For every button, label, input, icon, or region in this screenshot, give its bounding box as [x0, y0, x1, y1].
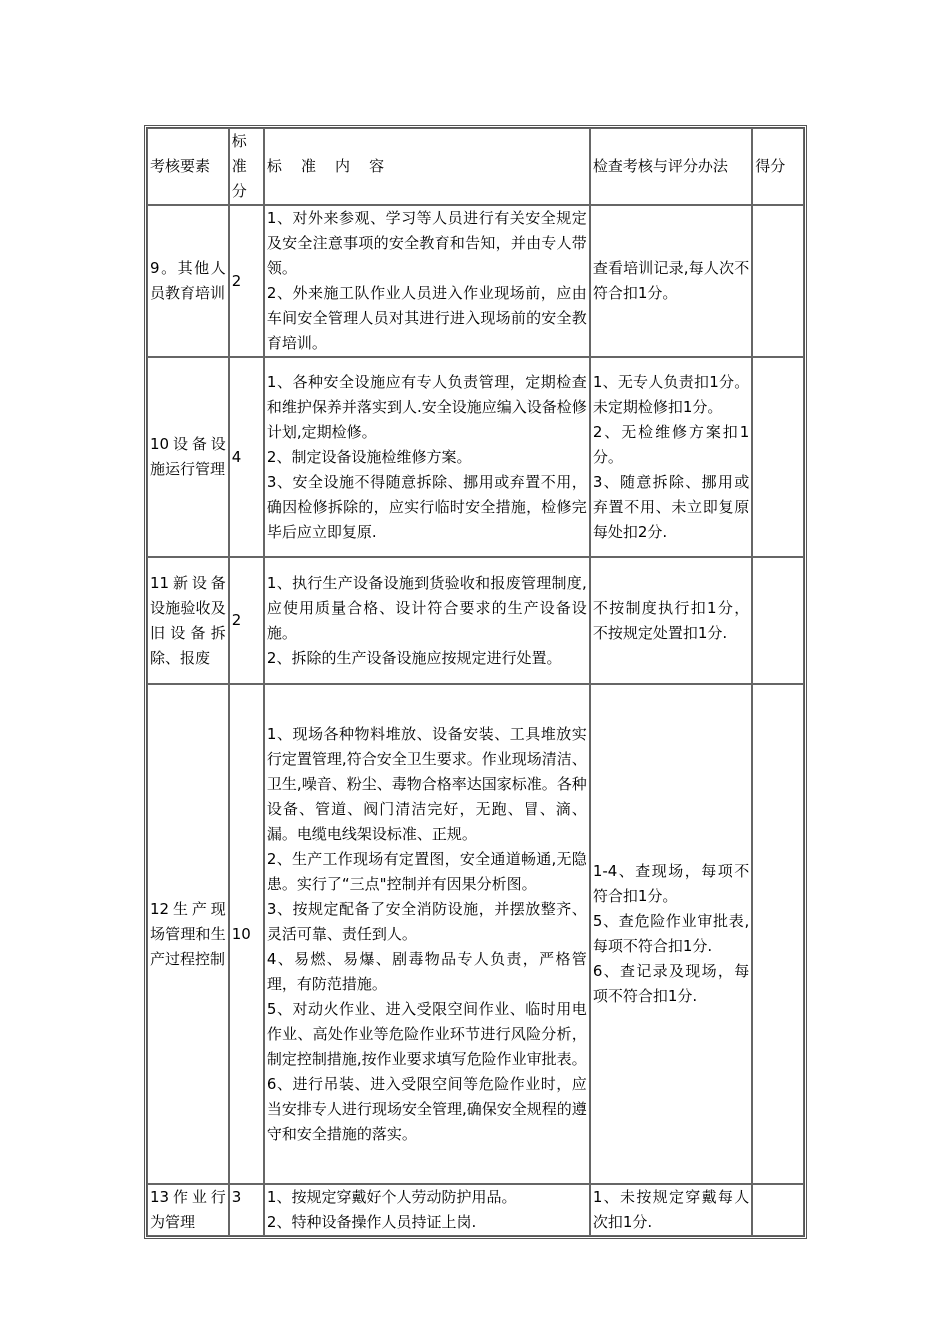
- row-score: 2: [229, 557, 264, 684]
- row-content: 1、执行生产设备设施到货验收和报废管理制度,应使用质量合格、设计符合要求的生产设备设施。 2、拆除的生产设备设施应按规定进行处置。: [264, 557, 590, 684]
- row-grade[interactable]: [752, 205, 804, 357]
- row-content: 1、按规定穿戴好个人劳动防护用品。 2、特种设备操作人员持证上岗.: [264, 1184, 590, 1236]
- row-check: 1、无专人负责扣1分。未定期检修扣1分。 2、无检维修方案扣1分。 3、随意拆除、挪用或弃置不用、未立即复原每处扣2分.: [590, 357, 752, 557]
- row-element: 13作业行为管理: [147, 1184, 229, 1236]
- header-content: 标 准 内 容: [264, 128, 590, 205]
- table-header-row: [147, 128, 804, 205]
- row-element: 12生产现场管理和生产过程控制: [147, 684, 229, 1184]
- row-check: 不按制度执行扣1分，不按规定处置扣1分.: [590, 557, 752, 684]
- row-score: 4: [229, 357, 264, 557]
- row-check: 1-4、查现场，每项不符合扣1分。 5、查危险作业审批表,每项不符合扣1分. 6、查记录及现场，每项不符合扣1分.: [590, 684, 752, 1184]
- assessment-table: [144, 125, 807, 1239]
- table-row: [147, 557, 804, 684]
- row-score: 10: [229, 684, 264, 1184]
- row-content: 1、对外来参观、学习等人员进行有关安全规定及安全注意事项的安全教育和告知，并由专人带领。 2、外来施工队作业人员进入作业现场前，应由车间安全管理人员对其进行进入现场前的安全教育培训。: [264, 205, 590, 357]
- table-row: [147, 684, 804, 1184]
- row-check: 查看培训记录,每人次不符合扣1分。: [590, 205, 752, 357]
- table-row: [147, 1184, 804, 1236]
- header-score: 标准分: [229, 128, 264, 205]
- header-element: 考核要素: [147, 128, 229, 205]
- row-score: 3: [229, 1184, 264, 1236]
- row-grade[interactable]: [752, 557, 804, 684]
- row-content: 1、现场各种物料堆放、设备安装、工具堆放实行定置管理,符合安全卫生要求。作业现场清洁、卫生,噪音、粉尘、毒物合格率达国家标准。各种设备、管道、阀门清洁完好，无跑、冒、滴、漏。电缆电线架设标准、正规。 2、生产工作现场有定置图，安全通道畅通,无隐患。实行了“三点"控制并有因果分析图。 3、按规定配备了安全消防设施，并摆放整齐、灵活可靠、责任到人。 4、易燃、易爆、剧毒物品专人负责，严格管理，有防范措施。 5、对动火作业、进入受限空间作业、临时用电作业、高处作业等危险作业环节进行风险分析，制定控制措施,按作业要求填写危险作业审批表。 6、进行吊装、进入受限空间等危险作业时，应当安排专人进行现场安全管理,确保安全规程的遵守和安全措施的落实。: [264, 684, 590, 1184]
- table-row: [147, 205, 804, 357]
- header-grade: 得分: [752, 128, 804, 205]
- row-element: 11新设备设施验收及旧设备拆除、报废: [147, 557, 229, 684]
- row-score: 2: [229, 205, 264, 357]
- row-grade[interactable]: [752, 357, 804, 557]
- row-grade[interactable]: [752, 1184, 804, 1236]
- row-grade[interactable]: [752, 684, 804, 1184]
- row-element: 9。其他人员教育培训: [147, 205, 229, 357]
- row-content: 1、各种安全设施应有专人负责管理，定期检查和维护保养并落实到人.安全设施应编入设备检修计划,定期检修。 2、制定设备设施检维修方案。 3、安全设施不得随意拆除、挪用或弃置不用，确因检修拆除的，应实行临时安全措施，检修完毕后应立即复原.: [264, 357, 590, 557]
- header-check: 检查考核与评分办法: [590, 128, 752, 205]
- row-check: 1、未按规定穿戴每人次扣1分.: [590, 1184, 752, 1236]
- table-row: [147, 357, 804, 557]
- row-element: 10设备设施运行管理: [147, 357, 229, 557]
